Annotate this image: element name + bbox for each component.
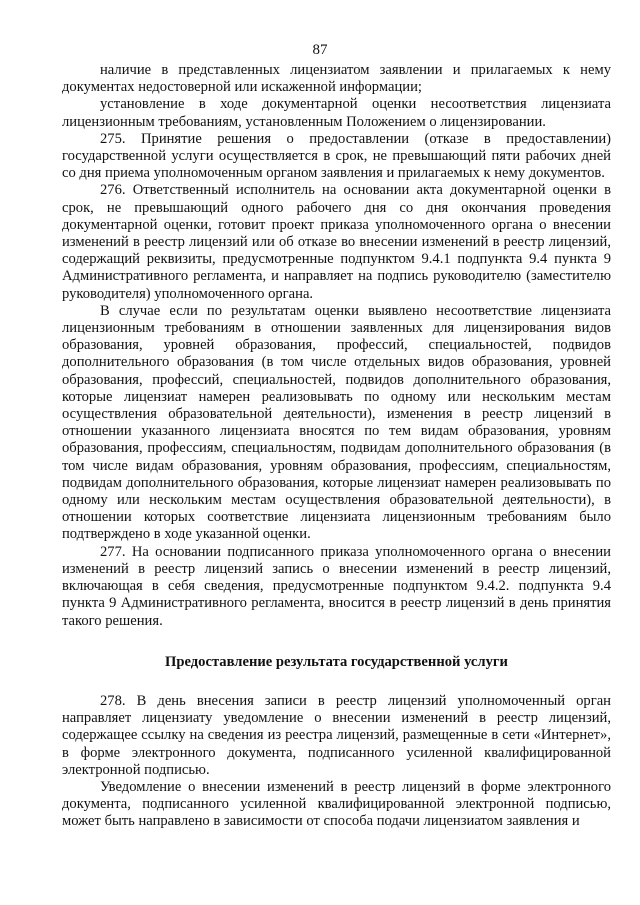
page-body xyxy=(62,62,611,831)
paragraph-278-notice: Уведомление о внесении изменений в реестр лицензий в форме электронного документа, подписанного усиленной квалифицированной электронной подписью, может быть направлено в зависимости от способа подачи лицензиатом заявления и xyxy=(62,778,611,830)
paragraph-continuation-item: установление в ходе документарной оценки несоответствия лицензиата лицензионным требованиям, установленным Положением о лицензировании. xyxy=(62,96,611,130)
paragraph-continuation-item: наличие в представленных лицензиатом заявлении и прилагаемых к нему документах недостоверной или искаженной информации; xyxy=(62,62,611,96)
paragraph-275: 275. Принятие решения о предоставлении (отказе в предоставлении) государственной услуги осуществляется в срок, не превышающий пяти рабочих дней со дня приема уполномоченным органом заявления и прилагаемых к нему документов. xyxy=(62,130,611,182)
page-number: 87 xyxy=(312,42,328,58)
paragraph-277: 277. На основании подписанного приказа уполномоченного органа о внесении изменений в реестр лицензий запись о внесении изменений в реестр лицензий, включающая в себя сведения, предусмотренные подпунктом 9.4.2. подпункта 9.4 пункта 9 Административного регламента, вносится в реестр лицензий в день принятия такого решения. xyxy=(62,543,611,629)
section-heading: Предоставление результата государственной услуги xyxy=(165,653,508,670)
paragraph-276-case: В случае если по результатам оценки выявлено несоответствие лицензиата лицензионным требованиям в отношении заявленных для лицензирования видов образования, уровней образования, профессий, специальностей, подвидов дополнительного образования (в том числе отдельных видов образования, уровней образования, профессий, специальностей, подвидов дополнительного образования, которые лицензиат намерен реализовывать по одному или нескольким местам осуществления образовательной деятельности), изменения в реестр лицензий в отношении указанного лицензиата вносятся по тем видам образования, уровням образования, профессиям, специальностям, подвидам дополнительного образования (в том числе видам образования, уровням образования, профессиям, специальностям, подвидам дополнительного образования, которые лицензиат намерен реализовывать по одному или нескольким местам осуществления образовательной деятельности), в отношении которых соответствие лицензиата лицензионным требованиям было подтверждено в ходе указанной оценки. xyxy=(62,302,611,543)
paragraph-278: 278. В день внесения записи в реестр лицензий уполномоченный орган направляет лицензиату уведомление о внесении изменений в реестр лицензий, содержащее ссылку на сведения из реестра лицензий, размещенные в сети «Интернет», в форме электронного документа, подписанного усиленной квалифицированной электронной подписью. xyxy=(62,692,611,778)
paragraph-276: 276. Ответственный исполнитель на основании акта документарной оценки в срок, не превышающий одного рабочего дня со дня окончания проведения документарной оценки, готовит проект приказа уполномоченного органа о внесении изменений в реестр лицензий или об отказе во внесении изменений в реестр лицензий, содержащий реквизиты, предусмотренные подпунктом 9.4.1 подпункта 9.4 пункта 9 Административного регламента, и направляет на подпись руководителю (заместителю руководителя) уполномоченного органа. xyxy=(62,182,611,302)
